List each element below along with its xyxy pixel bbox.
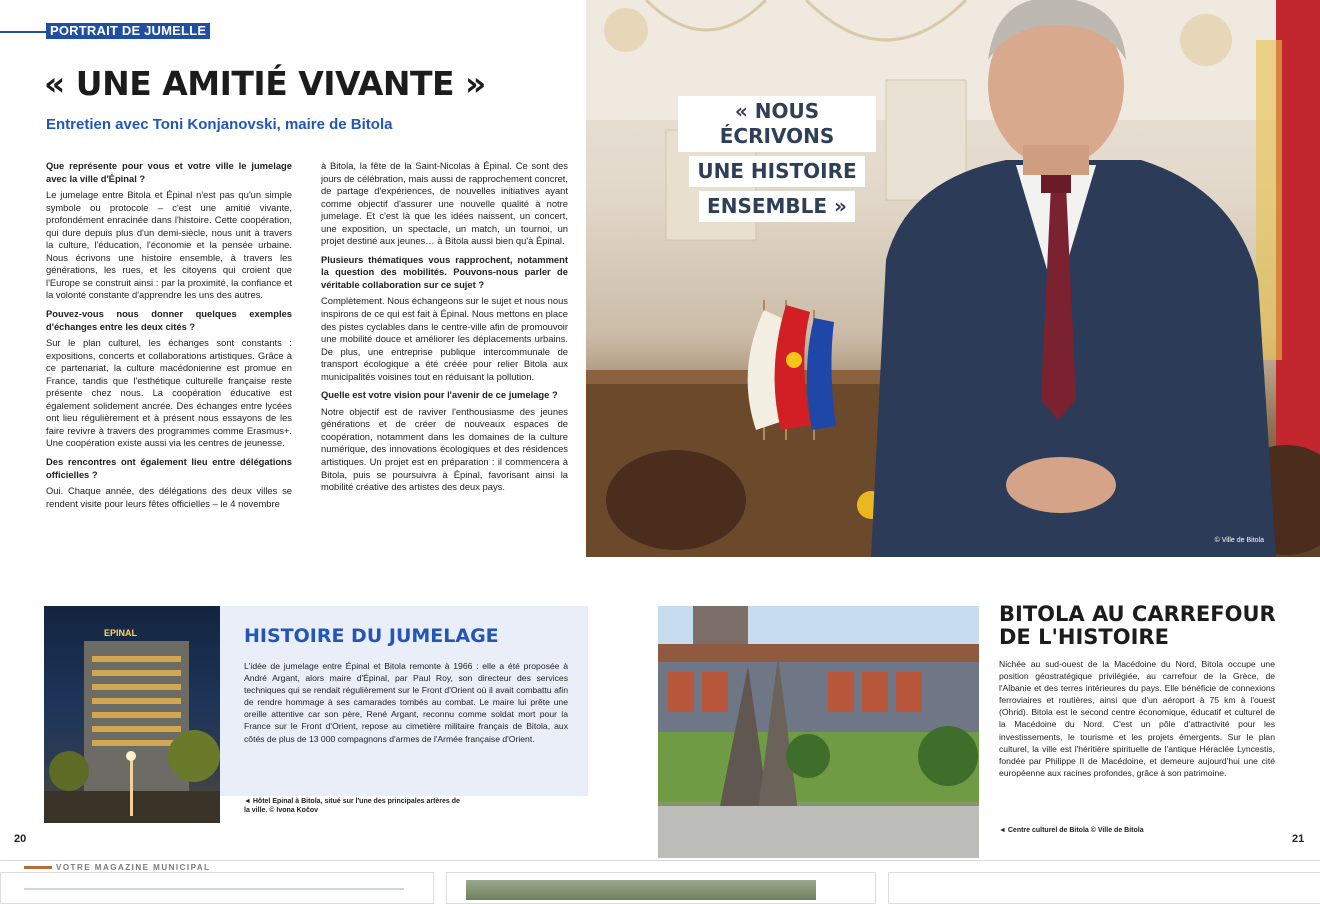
page-number-right: 21 [1292, 833, 1305, 845]
question: Quelle est votre vision pour l'avenir de ce jumelage ? [321, 389, 558, 401]
article-subtitle: Entretien avec Toni Konjanovski, maire de Bitola [46, 116, 393, 133]
magazine-label: VOTRE MAGAZINE MUNICIPAL [56, 863, 211, 872]
cultural-centre-illustration [658, 606, 979, 858]
bitola-text: Nichée au sud-ouest de la Macédoine du Nord, Bitola occupe une position géostratégique privilégiée, au carrefour de la Grèce, de l'Albanie et des terres intérieures du pays. Elle bénéficie de connexions ferroviaires et routières, ainsi que d'un aéroport à 75 km à l'ouest (Ohrid). Bitola est le second centre économique, éducatif et culturel de la Macédoine du Nord. C'est un pôle d'attractivité pour les investissements, le tourisme et les projets émergents. Sur le plan culturel, la ville est l'héritière spirituelle de l'antique Héraclée Lyncestis, fondée par Philippe II de Macédoine, et demeure aujourd'hui une cité européenne aux racines profondes, grâce à son patrimoine. [999, 659, 1275, 778]
hotel-sign: EPINAL [104, 628, 138, 638]
history-title: HISTOIRE DU JUMELAGE [244, 625, 499, 647]
section-kicker: PORTRAIT DE JUMELLE [46, 23, 210, 39]
pull-quote-line: « NOUS ÉCRIVONS [678, 96, 876, 152]
kicker-rule [0, 31, 46, 33]
answer: Sur le plan culturel, les échanges sont constants : expositions, concerts et collaborations artistiques. Grâce à ce partenariat, la culture macédonienne est promue en France, tandis que l'esthétique culturelle française reste présente chez nous. La coopération éducative est également solidement ancrée. Des échanges entre lycées ont lieu régulièrement et à présent nous essayons de les faire revivre à travers des programmes comme Erasmus+. Une coopération existe aussi via les centres de jeunesse. [46, 337, 292, 449]
pull-quote [678, 96, 876, 226]
magazine-label-bar [24, 866, 52, 869]
next-page-rule [24, 888, 404, 890]
answer: Le jumelage entre Bitola et Épinal n'est pas qu'un simple symbole ou protocole – c'est une amitié vivante, profondément enracinée dans l'histoire. Cette coopération, qui dure depuis plus d'un demi-siècle, nous unit à travers la culture, l'éducation, l'économie et la pensée urbaine. Nous écrivons une histoire ensemble, à travers les générations, les rues, et les citoyens qui croient que l'Europe se construit ainsi : par la proximité, la confiance et la volonté constante d'apprendre les uns des autres. [46, 189, 292, 301]
bitola-photo-caption: ◄ Centre culturel de Bitola © Ville de Bitola [999, 827, 1144, 834]
question: Des rencontres ont également lieu entre délégations officielles ? [46, 456, 292, 480]
mayor-portrait-illustration [586, 0, 1320, 557]
bitola-title: BITOLA AU CARREFOUR DE L'HISTOIRE [999, 602, 1276, 649]
interview-column-2 [321, 160, 568, 498]
question: Pouvez-vous nous donner quelques exemples d'échanges entre les deux cités ? [46, 308, 292, 332]
spread-divider [0, 860, 1320, 861]
pull-quote-line: UNE HISTOIRE [689, 156, 864, 187]
question: Plusieurs thématiques vous rapprochent, notamment la question des mobilités. Pouvons-nous parler de véritable collaboration sur ce sujet ? [321, 253, 568, 290]
answer: à Bitola, la fête de la Saint-Nicolas à Épinal. Ce sont des jours de célébration, mais aussi de rapprochement concret, de partage d'expériences, de nouvelles initiatives ayant comme objectif d'assurer une nouvelle qualité à notre jumelage. Et c'est là que les idées naissent, un concert, une exposition, un spectacle, un match, un tournoi, un projet destiné aux jeunes… à Bitola aussi bien qu'à Épinal. [321, 160, 568, 247]
interview-column-1 [46, 160, 292, 514]
article-title: « UNE AMITIÉ VIVANTE » [44, 64, 486, 103]
photo-credit: © Ville de Bitola [1214, 537, 1264, 544]
answer: Oui. Chaque année, des délégations des deux villes se rendent visite pour leurs fêtes officielles – le 4 novembre [46, 485, 292, 509]
hotel-epinal-photo [44, 606, 220, 823]
answer: Notre objectif est de raviver l'enthousiasme des jeunes générations et de créer de nouveaux espaces de coopération, notamment dans les domaines de la culture numérique, des innovations écologiques et des résidences artistiques. Un projet est en préparation : il commencera à Bitola, puis se poursuivra à Épinal, favorisant ainsi la mobilité créative des artistes des deux pays. [321, 405, 568, 493]
next-page-card [888, 872, 1320, 904]
cultural-centre-photo [658, 606, 979, 858]
mayor-portrait-photo [586, 0, 1320, 557]
history-photo-caption: ◄ Hôtel Epinal à Bitola, situé sur l'une des principales artères de la ville. © Ivona Kočov [244, 798, 460, 814]
next-page-photo [466, 880, 816, 900]
page-number-left: 20 [14, 833, 27, 845]
history-text: L'idée de jumelage entre Épinal et Bitola remonte à 1966 : elle a été proposée à André Argant, alors maire d'Épinal, par Paul Roy, son directeur des services techniques qui se rendait régulièrement sur le Front d'Orient où il avait combattu afin de rendre hommage à ses camarades tombés au combat. Le maire lui prête une oreille attentive car son père, René Argant, reconnu comme soldat mort pour la France sur le Front d'Orient, repose au cimetière militaire français de Bitola, aux côtés de plus de 13 000 compagnons d'armes de l'Armée française d'Orient. [244, 661, 568, 744]
question: Que représente pour vous et votre ville le jumelage avec la ville d'Épinal ? [46, 160, 292, 184]
hotel-epinal-illustration [44, 606, 220, 823]
pull-quote-line: ENSEMBLE » [699, 191, 855, 222]
answer: Complètement. Nous échangeons sur le sujet et nous nous inspirons de ce qui est fait à Épinal. Nous mettons en place des pistes cyclables dans le centre-ville afin de promouvoir une mobilité douce et améliorer les déplacements urbains. De plus, une entreprise publique intercommunale de transport écologique a été créée pour relier Bitola aux municipalités voisines tout en réduisant la pollution. [321, 295, 568, 382]
